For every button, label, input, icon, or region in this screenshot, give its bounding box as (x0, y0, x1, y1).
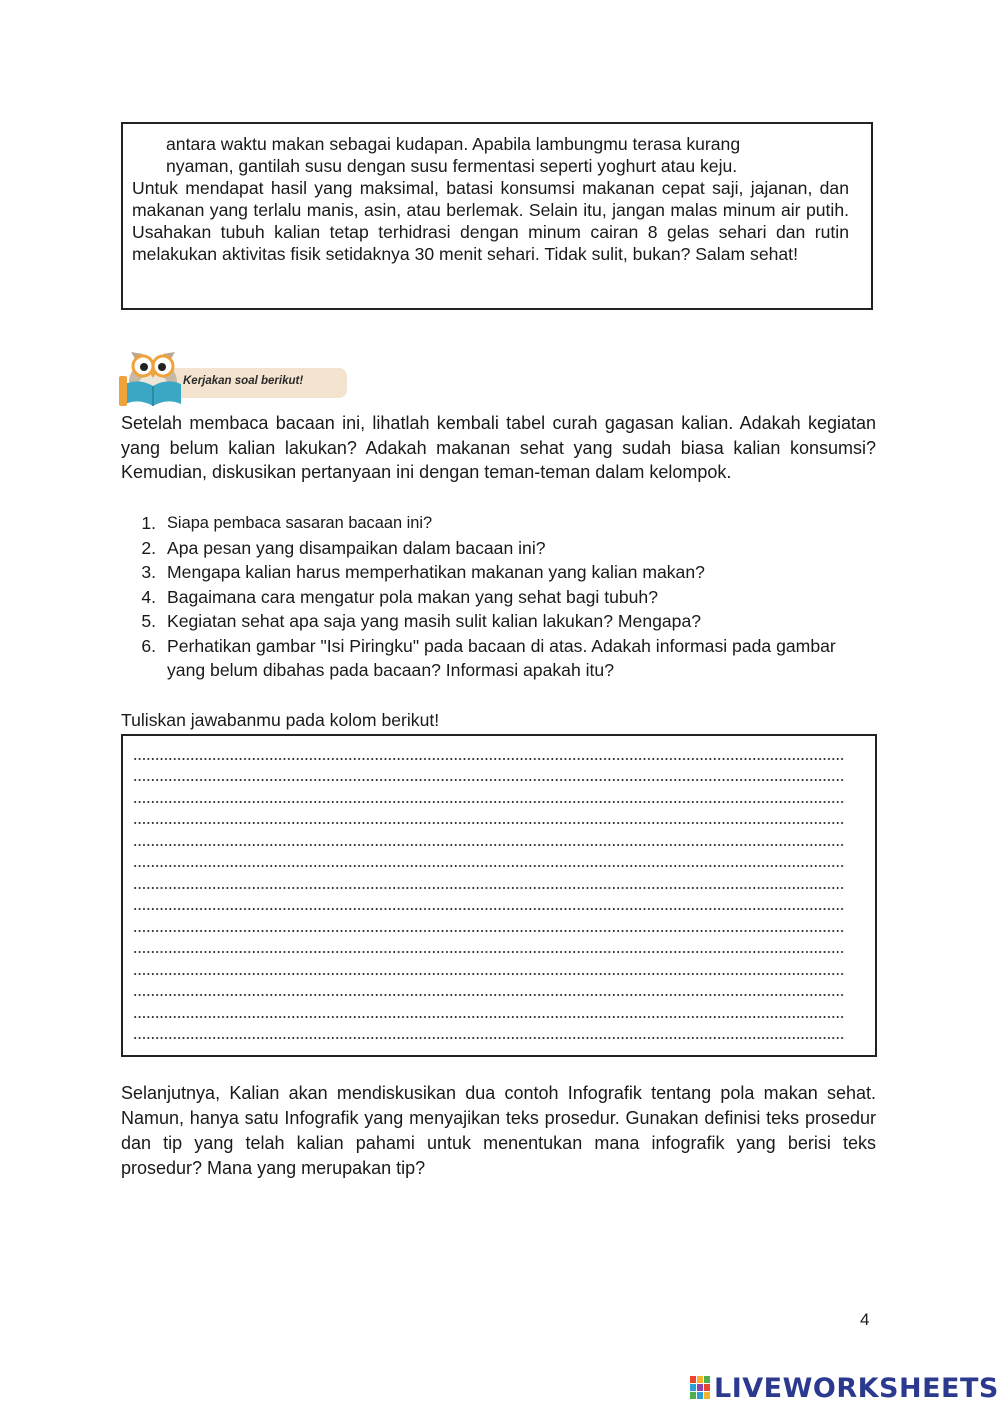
answer-dotted-line (133, 938, 875, 960)
list-item: 2. Apa pesan yang disampaikan dalam bacaan ini? (141, 537, 546, 558)
list-item: 4. Bagaimana cara mengatur pola makan yang sehat bagi tubuh? (141, 586, 659, 607)
answer-dotted-line (133, 1002, 875, 1024)
list-item: 5. Kegiatan sehat apa saja yang masih sulit kalian lakukan? Mengapa? (141, 611, 702, 631)
banner-label: Kerjakan soal berikut! (183, 375, 304, 387)
owl-reading-icon (119, 338, 185, 408)
answer-dotted-line (133, 852, 875, 874)
closing-paragraph: Selanjutnya, Kalian akan mendiskusikan dua contoh Infografik tentang pola makan sehat. Namun, hanya satu Infografik yang menyajikan teks prosedur. Gunakan definisi teks prosedur dan tip yang telah kalian pahami untuk menentukan mana infografik yang berisi teks prosedur? Mana yang merupakan tip? (121, 1083, 876, 1178)
answer-dotted-line (133, 830, 875, 852)
liveworksheets-logo-icon (690, 1374, 712, 1402)
answer-dotted-line (133, 1024, 875, 1046)
intro-paragraph: Setelah membaca bacaan ini, lihatlah kembali tabel curah gagasan kalian. Adakah kegiatan yang belum kalian lakukan? Adakah makanan sehat yang sudah biasa kalian konsumsi? Kemudian, diskusikan pertanyaan ini dengan teman-teman dalam kelompok. (121, 413, 876, 482)
reading-text-box (121, 122, 873, 310)
list-item: 3. Mengapa kalian harus memperhatikan makanan yang kalian makan? (141, 562, 705, 582)
reading-line-2: nyaman, gantilah susu dengan susu fermentasi seperti yoghurt atau keju. (166, 156, 738, 176)
answer-instruction: Tuliskan jawabanmu pada kolom berikut! (121, 710, 440, 730)
question-list (121, 511, 876, 683)
answer-input-area[interactable] (121, 734, 877, 1057)
answer-dotted-line (133, 916, 875, 938)
answer-dotted-line (133, 873, 875, 895)
answer-dotted-line (133, 766, 875, 788)
list-item: 6. Perhatikan gambar "Isi Piringku" pada bacaan di atas. Adakah informasi pada gambar yang belum dibahas pada bacaan? Informasi apakah itu? (141, 635, 836, 680)
answer-dotted-line (133, 787, 875, 809)
liveworksheets-brand[interactable] (690, 1370, 999, 1406)
answer-dotted-line (133, 809, 875, 831)
reading-line-1: antara waktu makan sebagai kudapan. Apabila lambungmu terasa kurang (166, 134, 741, 154)
reading-paragraph: Untuk mendapat hasil yang maksimal, batasi konsumsi makanan cepat saji, jajanan, dan makanan yang terlalu manis, asin, atau berlemak. Selain itu, jangan malas minum air putih. Usahakan tubuh kalian tetap terhidrasi dengan minum cairan 8 gelas sehari dan rutin melakukan aktivitas fisik setidaknya 30 menit sehari. Tidak sulit, bukan? Salam sehat! (132, 178, 849, 264)
answer-dotted-line (133, 959, 875, 981)
list-item: 1. Siapa pembaca sasaran bacaan ini? (141, 513, 433, 533)
answer-dotted-line (133, 981, 875, 1003)
brand-name: LIVEWORKSHEETS (714, 1372, 999, 1404)
page-number: 4 (860, 1310, 870, 1329)
answer-dotted-line (133, 895, 875, 917)
task-banner (119, 338, 351, 408)
answer-dotted-line (133, 744, 875, 766)
